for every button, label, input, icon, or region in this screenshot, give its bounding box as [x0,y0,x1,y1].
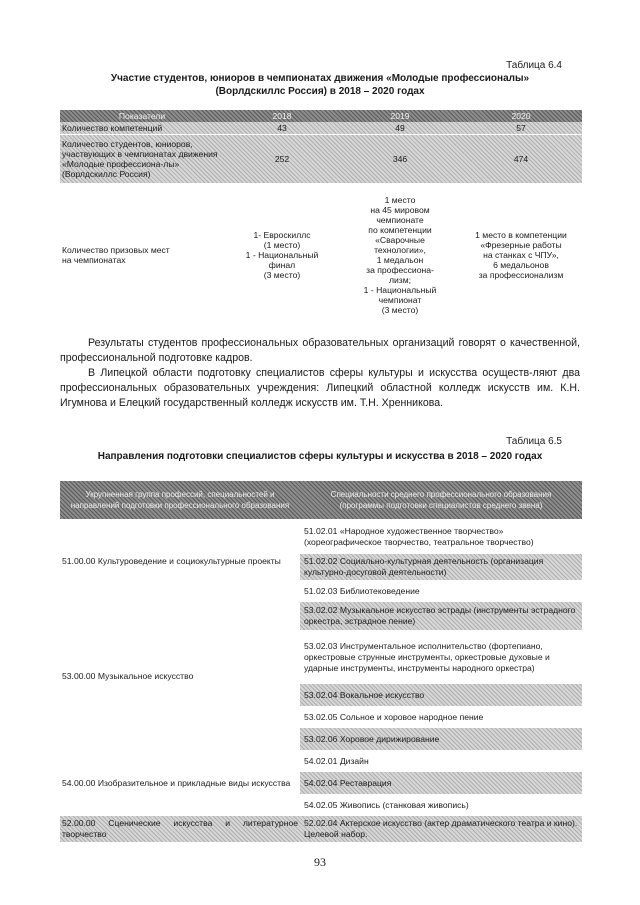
table-6-5-title: Направления подготовки специалистов сферы культуры и искусства в 2018 – 2020 годах [97,451,543,462]
table-row [60,183,582,327]
body-text [60,336,580,411]
cell-line: по компетенции [368,225,432,235]
cell-2020: 474 [513,154,529,164]
group-name: 52.00.00 Сценические искусства и литературное творчество [62,818,298,839]
cell-line: на станках с ЧПУ», [483,250,559,260]
cell-2020 [460,183,582,327]
header-specialties: Специальности среднего профессионального образования (программы подготовки специалистов среднего звена) [330,490,552,510]
row-label-line: Количество призовых мест [62,245,170,255]
specialty-item: 51.02.03 Библиотековедение [304,585,420,596]
cell-2019 [340,183,460,327]
table-6-4 [60,110,582,327]
table-6-4-title-line2: (Ворлдскиллс Россия) в 2018 – 2020 годах [215,86,425,97]
specialty-item: 53.02.03 Инструментальное исполнительство (фортепиано, оркестровые струнные инструменты, оркестровые духовые и ударные инструменты, инструменты народного оркестра) [304,640,550,673]
cell-line: финал [268,260,296,270]
specialty-item: 51.02.02 Социально-культурная деятельность (организация культурно-досуговой деятельности) [300,554,582,580]
row-label [60,183,224,327]
specialty-item: 53.02.02 Музыкальное искусство эстрады (инструменты эстрадного оркестра, эстрадное пение) [300,602,582,630]
header-2020: 2020 [511,111,531,121]
group-name: 54.00.00 Изобразительное и прикладные виды искусства [62,777,291,788]
specialty-item: 54.02.05 Живопись (станковая живопись) [304,799,469,810]
cell-line: 1 место в компетенции [475,230,567,240]
header-group: Укрупненная группа профессий, специальностей и направлений подготовки профессионального образования [70,490,290,510]
cell-2018: 252 [274,154,290,164]
cell-2020: 57 [516,123,526,133]
specialty-item: 52.02.04 Актерское искусство (актер драматического театра и кино). Целевой набор. [304,818,578,839]
table-6-4-title [60,72,580,98]
table-row [60,134,582,183]
cell-line: за профессиона- [366,265,434,275]
table-row-group [60,816,582,842]
table-6-4-header [60,110,582,122]
cell-line: (3 место) [263,270,301,280]
cell-line: 1 медальон [376,255,424,265]
cell-line: 1 место [384,195,416,205]
specialty-item: 53.02.04 Вокальное искусство [300,684,582,706]
cell-line: на 45 мировом [370,205,430,215]
table-6-5-label: Таблица 6.5 [506,436,562,447]
row-label: Количество компетенций [62,123,163,133]
specialty-item: 54.02.01 Дизайн [304,755,369,766]
header-indicators: Показатели [118,111,166,121]
cell-line: 1 - Национальный [245,250,319,260]
cell-line: чемпионат [378,295,422,305]
table-6-4-title-line1: Участие студентов, юниоров в чемпионатах движения «Молодые профессионалы» [110,73,530,84]
cell-line: (3 место) [381,305,419,315]
table-row [60,122,582,134]
header-2018: 2018 [272,111,292,121]
specialty-item: 53.02.06 Хоровое дирижирование [300,728,582,750]
page-number: 93 [314,855,326,869]
cell-2018 [224,183,340,327]
cell-line: «Фрезерные работы [480,240,562,250]
table-6-5-header [60,481,582,520]
cell-line: чемпионате [376,215,424,225]
cell-line: за профессионализм [478,270,564,280]
table-row-group [60,520,582,602]
paragraph-results: Результаты студентов профессиональных образовательных организаций говорят о качественной, профессиональной подготовке кадров. [60,337,580,364]
cell-line: лизм; [388,275,412,285]
cell-line: 1- Евроскиллс [253,230,311,240]
row-label-line: на чемпионатах [62,255,126,265]
cell-line: технологии», [374,245,426,255]
cell-2019: 49 [395,123,405,133]
cell-line: «Сварочные [375,235,425,245]
paragraph-lipetsk: В Липецкой области подготовку специалистов сферы культуры и искусства осуществ-ляют два профессиональных образовательных учреждения: Липецкий областной колледж искусств им. К.Н. Игумнова и Елецкий государственный колледж искусств им. Т.Н. Хренникова. [60,367,580,409]
row-label: Количество студентов, юниоров, участвующих в чемпионатах движения «Молодые профессиона-лы» (Ворлдскиллс Россия) [62,139,218,179]
group-name: 53.00.00 Музыкальное искусство [62,670,194,681]
specialty-item: 51.02.01 «Народное художественное творчество» (хореографическое творчество, театральное творчество) [304,526,534,547]
header-2019: 2019 [390,111,410,121]
cell-line: 6 медальонов [493,260,549,270]
cell-2018: 43 [277,123,287,133]
table-6-5 [60,481,582,842]
group-name: 51.00.00 Культуроведение и социокультурные проекты [62,555,281,566]
cell-line: 1 - Национальный [363,285,437,295]
cell-line: (1 место) [263,240,301,250]
table-row-group [60,750,582,816]
specialty-item: 54.02.04 Реставрация [300,772,582,794]
table-6-4-label: Таблица 6.4 [506,60,562,71]
specialty-item: 53.02.05 Сольное и хоровое народное пение [304,711,484,722]
cell-2019: 346 [392,154,408,164]
table-row-group [60,602,582,750]
